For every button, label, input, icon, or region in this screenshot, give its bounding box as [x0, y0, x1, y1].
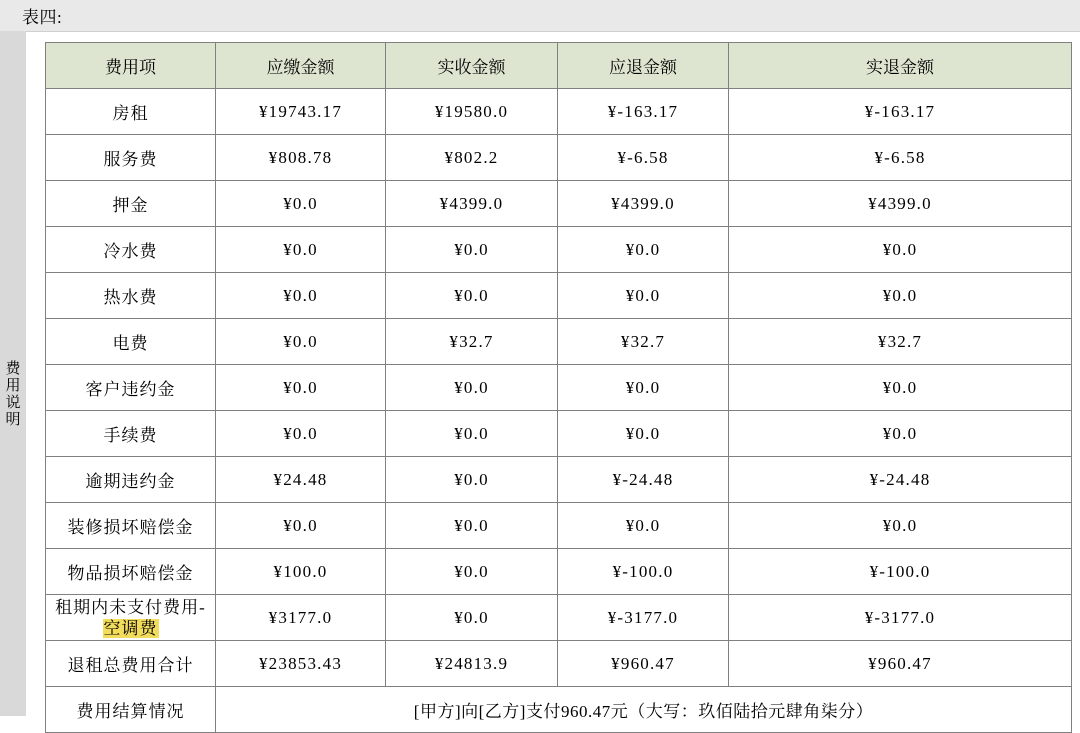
- cell-refundable: ¥32.7: [558, 319, 729, 365]
- cell-refundable: ¥-100.0: [558, 549, 729, 595]
- cell-refundable: ¥-6.58: [558, 135, 729, 181]
- cell-refunded: ¥0.0: [729, 365, 1072, 411]
- table-row: [46, 365, 1072, 411]
- cell-received: ¥0.0: [386, 549, 558, 595]
- cell-received: ¥4399.0: [386, 181, 558, 227]
- cell-item-highlight: 空调费: [103, 618, 158, 638]
- cell-due: ¥19743.17: [216, 89, 386, 135]
- column-header-received: 实收金额: [386, 43, 558, 89]
- cell-refundable: ¥-24.48: [558, 457, 729, 503]
- cell-received: ¥0.0: [386, 411, 558, 457]
- cell-refundable: ¥-163.17: [558, 89, 729, 135]
- cell-due: ¥808.78: [216, 135, 386, 181]
- table-header-row: [46, 43, 1072, 89]
- cell-refunded: ¥32.7: [729, 319, 1072, 365]
- cell-received: ¥0.0: [386, 595, 558, 641]
- table-caption: 表四:: [22, 8, 63, 27]
- cell-refundable: ¥0.0: [558, 365, 729, 411]
- cell-received: ¥32.7: [386, 319, 558, 365]
- cell-item: 退租总费用合计: [46, 641, 216, 687]
- cell-refunded: ¥-24.48: [729, 457, 1072, 503]
- section-label-strip: [0, 31, 26, 716]
- table-row: [46, 503, 1072, 549]
- cell-item: 热水费: [46, 273, 216, 319]
- cell-due: ¥3177.0: [216, 595, 386, 641]
- cell-refunded: ¥-163.17: [729, 89, 1072, 135]
- cell-received: ¥802.2: [386, 135, 558, 181]
- section-label-char-2: 用: [5, 378, 21, 394]
- table-row: [46, 273, 1072, 319]
- cell-due: ¥24.48: [216, 457, 386, 503]
- column-header-refunded: 实退金额: [729, 43, 1072, 89]
- cell-due: ¥0.0: [216, 181, 386, 227]
- table-row: [46, 457, 1072, 503]
- cell-item: 客户违约金: [46, 365, 216, 411]
- cell-item: 装修损坏赔偿金: [46, 503, 216, 549]
- table-row: [46, 319, 1072, 365]
- cell-item: 押金: [46, 181, 216, 227]
- table-row: [46, 411, 1072, 457]
- cell-due: ¥0.0: [216, 273, 386, 319]
- fee-table-head: [46, 43, 1072, 89]
- cell-received: ¥0.0: [386, 503, 558, 549]
- table-row: [46, 89, 1072, 135]
- section-label-char-4: 明: [5, 412, 21, 428]
- cell-refunded: ¥-6.58: [729, 135, 1072, 181]
- cell-item: 电费: [46, 319, 216, 365]
- cell-summary-label: 费用结算情况: [46, 687, 216, 733]
- cell-refunded: ¥0.0: [729, 411, 1072, 457]
- fee-table-container: [45, 42, 1071, 733]
- cell-item: 冷水费: [46, 227, 216, 273]
- cell-received: ¥0.0: [386, 227, 558, 273]
- column-header-item: 费用项: [46, 43, 216, 89]
- cell-refundable: ¥0.0: [558, 411, 729, 457]
- table-summary-row: [46, 687, 1072, 733]
- fee-table: [45, 42, 1072, 733]
- cell-due: ¥100.0: [216, 549, 386, 595]
- cell-due: ¥0.0: [216, 411, 386, 457]
- cell-refunded: ¥-100.0: [729, 549, 1072, 595]
- column-header-refundable: 应退金额: [558, 43, 729, 89]
- cell-refundable: ¥0.0: [558, 273, 729, 319]
- cell-refundable: ¥0.0: [558, 503, 729, 549]
- column-header-due: 应缴金额: [216, 43, 386, 89]
- cell-received: ¥19580.0: [386, 89, 558, 135]
- table-row: [46, 227, 1072, 273]
- cell-refundable: ¥960.47: [558, 641, 729, 687]
- cell-item: 服务费: [46, 135, 216, 181]
- cell-received: ¥0.0: [386, 365, 558, 411]
- cell-received: ¥0.0: [386, 273, 558, 319]
- cell-refunded: ¥960.47: [729, 641, 1072, 687]
- table-row: [46, 135, 1072, 181]
- cell-due: ¥23853.43: [216, 641, 386, 687]
- cell-refundable: ¥0.0: [558, 227, 729, 273]
- cell-refunded: ¥0.0: [729, 227, 1072, 273]
- cell-refunded: ¥4399.0: [729, 181, 1072, 227]
- table-row: [46, 595, 1072, 641]
- section-label-vertical: [0, 361, 26, 429]
- cell-refundable: ¥-3177.0: [558, 595, 729, 641]
- cell-refunded: ¥0.0: [729, 273, 1072, 319]
- cell-refunded: ¥0.0: [729, 503, 1072, 549]
- cell-item-prefix: 租期内未支付费用-: [55, 597, 206, 617]
- cell-item: 物品损坏赔偿金: [46, 549, 216, 595]
- cell-item: 手续费: [46, 411, 216, 457]
- table-row: [46, 641, 1072, 687]
- cell-due: ¥0.0: [216, 365, 386, 411]
- cell-due: ¥0.0: [216, 227, 386, 273]
- cell-received: ¥24813.9: [386, 641, 558, 687]
- cell-item: 房租: [46, 89, 216, 135]
- cell-summary-text: [甲方]向[乙方]支付960.47元（大写：玖佰陆拾元肆角柒分）: [216, 687, 1072, 733]
- fee-table-body: [46, 89, 1072, 733]
- cell-received: ¥0.0: [386, 457, 558, 503]
- cell-due: ¥0.0: [216, 503, 386, 549]
- cell-refunded: ¥-3177.0: [729, 595, 1072, 641]
- table-row: [46, 181, 1072, 227]
- cell-due: ¥0.0: [216, 319, 386, 365]
- section-label-char-3: 说: [5, 395, 21, 411]
- cell-refundable: ¥4399.0: [558, 181, 729, 227]
- table-caption-bar: [0, 0, 1080, 32]
- table-row: [46, 549, 1072, 595]
- cell-item: [46, 595, 216, 641]
- cell-item: 逾期违约金: [46, 457, 216, 503]
- section-label-char-1: 费: [5, 361, 21, 377]
